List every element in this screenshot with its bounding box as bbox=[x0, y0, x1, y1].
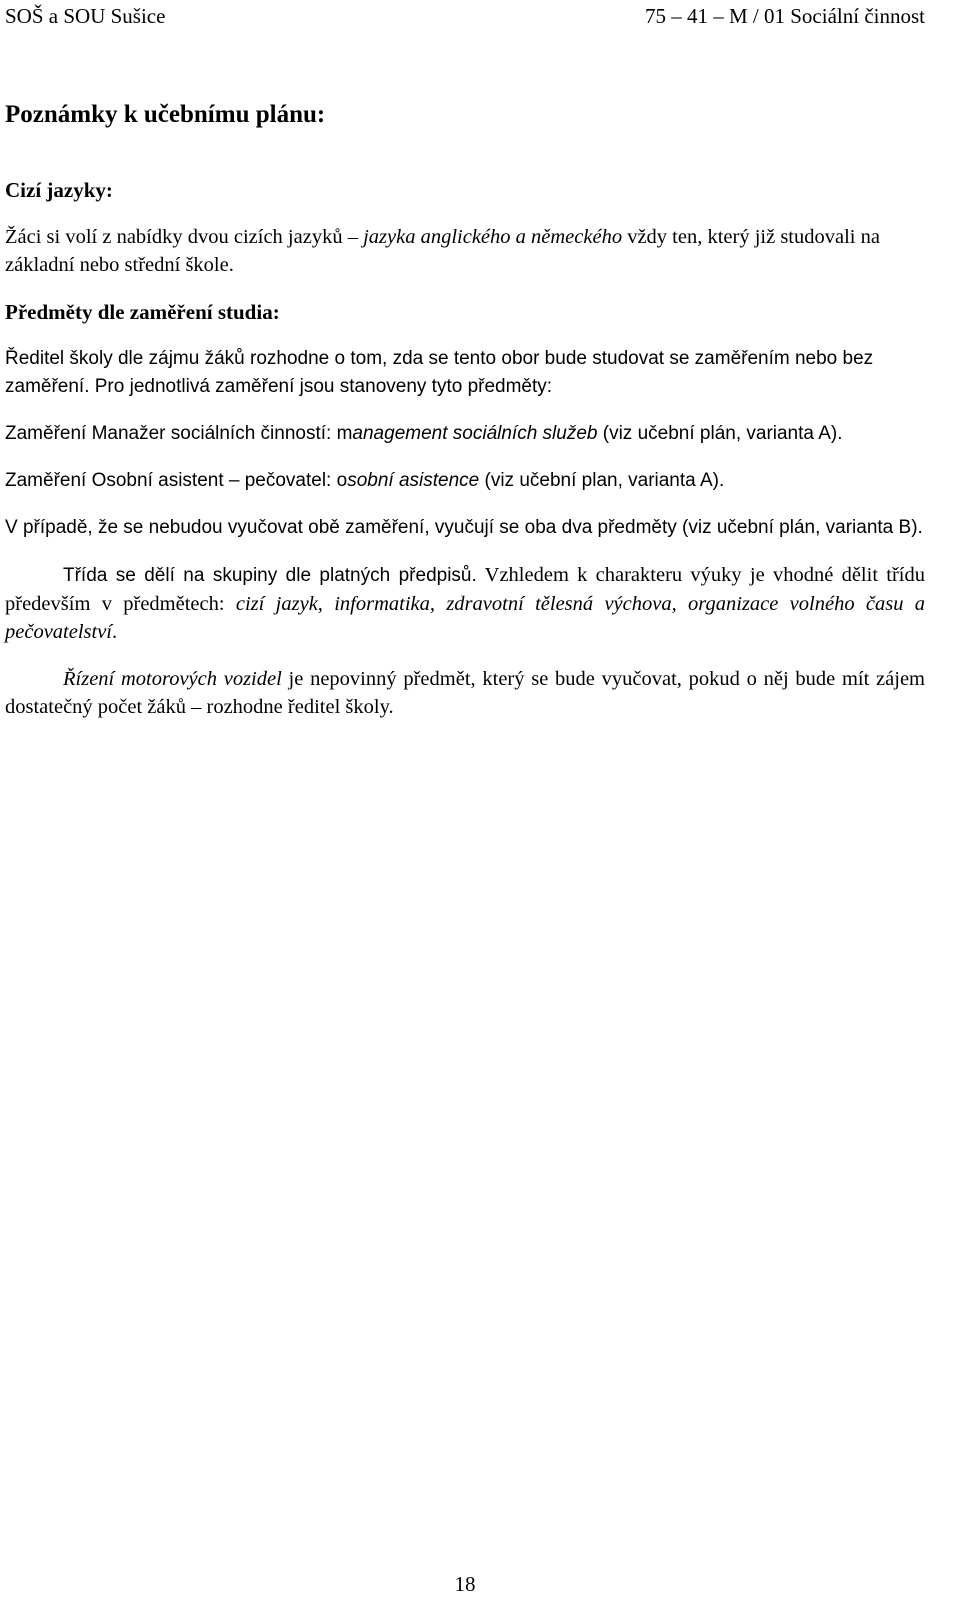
text-segment: Žáci si volí z nabídky dvou cizích jazyků – bbox=[5, 226, 364, 248]
italic-segment: sobní asistence bbox=[347, 470, 480, 491]
text-segment: Zaměření Osobní asistent – pečovatel: o bbox=[5, 470, 348, 491]
paragraph-languages bbox=[5, 223, 925, 279]
text-segment: Vzhledem k charakteru výuky je vhodné dělit třídu především v předmětech: bbox=[5, 564, 925, 615]
italic-segment: cizí jazyk, informatika, zdravotní tělesná výchova, organizace volného času a pečovatelství bbox=[5, 593, 926, 643]
paragraph-focus-manager bbox=[5, 420, 925, 448]
text-segment: (viz učební plan, varianta A). bbox=[479, 470, 725, 491]
paragraph-focus-intro bbox=[5, 345, 925, 401]
section-heading-languages: Cizí jazyky: bbox=[5, 178, 113, 202]
text-segment: (viz učební plán, varianta A). bbox=[597, 423, 843, 444]
text-segment: Zaměření Manažer sociálních činností: m bbox=[5, 423, 353, 444]
page-number: 18 bbox=[454, 1572, 476, 1596]
document-body bbox=[5, 98, 925, 740]
section-heading-focus: Předměty dle zaměření studia: bbox=[5, 300, 280, 324]
text-segment: je nepovinný předmět, který se bude vyučovat, pokud o něj bude mít zájem dostatečný počet žáků – rozhodne ředitel školy. bbox=[5, 668, 925, 718]
text-segment: Ředitel školy dle zájmu žáků rozhodne o tom, zda se tento obor bude studovat se zaměřením nebo bez zaměření. bbox=[5, 348, 874, 397]
paragraph-driving bbox=[5, 665, 925, 721]
text-segment: . bbox=[112, 621, 118, 643]
page-header bbox=[5, 4, 925, 32]
italic-segment: Řízení motorových vozidel bbox=[63, 668, 282, 690]
paragraph-class-groups bbox=[5, 561, 925, 646]
header-school-name: SOŠ a SOU Sušice bbox=[5, 4, 166, 28]
paragraph-focus-variant-b: V případě, že se nebudou vyučovat obě zaměření, vyučují se oba dva předměty (viz učební plán, varianta B). bbox=[5, 517, 923, 538]
text-segment: Třída se dělí na skupiny dle platných předpisů. bbox=[63, 565, 477, 586]
paragraph-focus-assistant bbox=[5, 467, 925, 495]
text-segment: Pro jednotlivá zaměření jsou stanoveny tyto předměty: bbox=[89, 376, 553, 397]
header-program-code: 75 – 41 – M / 01 Sociální činnost bbox=[645, 4, 925, 28]
italic-segment: jazyka anglického a německého bbox=[363, 226, 623, 248]
text-segment: vždy ten, který již studovali na základní nebo střední škole. bbox=[5, 226, 880, 276]
page-title: Poznámky k učebnímu plánu: bbox=[5, 101, 326, 128]
italic-segment: anagement sociálních služeb bbox=[352, 423, 598, 444]
